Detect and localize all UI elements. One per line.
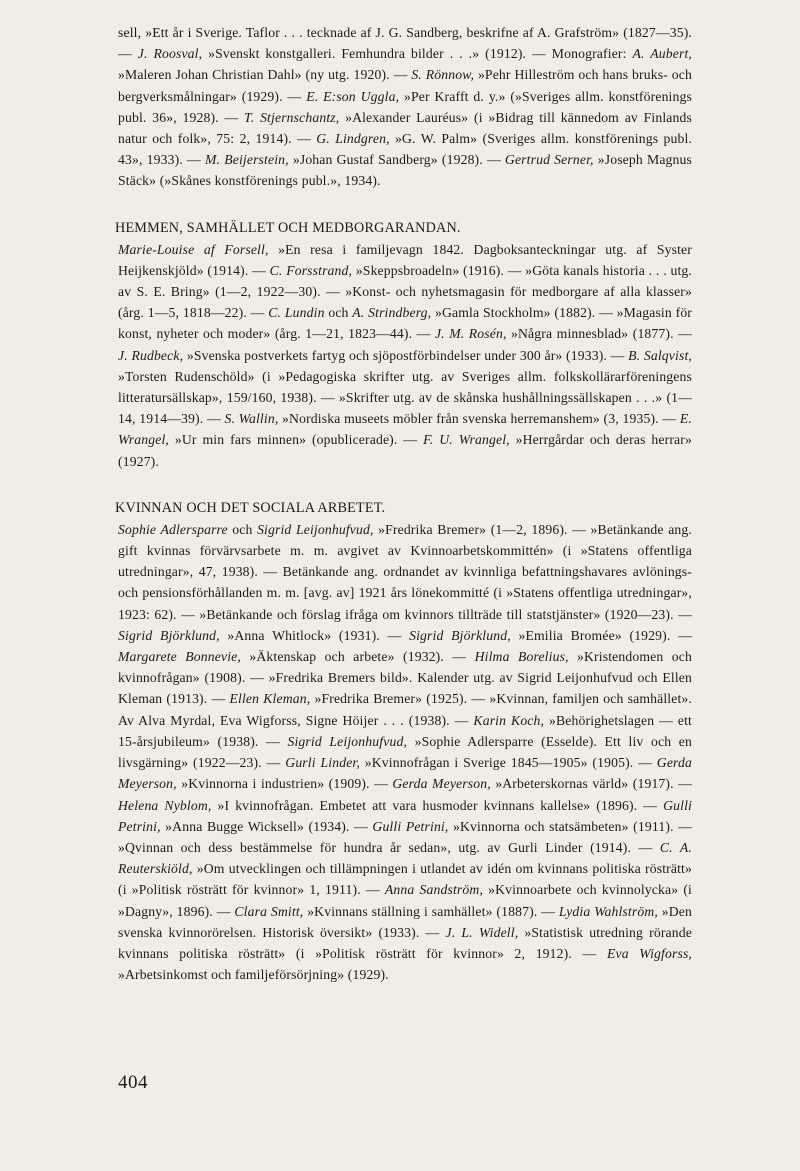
reference-text: »Joseph Magnus Stäck» (»Skånes konstförenings publ.», 1934). — [118, 152, 692, 189]
reference-text: »En resa i familjevagn 1842. Dagboksanteckningar utg. af Syster Heijkenskjöld» (1914). — — [118, 241, 692, 278]
author-name: Helena Nyblom, — [118, 797, 218, 813]
author-name: S. Rönnow, — [411, 67, 478, 83]
reference-text: »Nordiska museets möbler från svenska herremanshem» (3, 1935). — — [282, 411, 680, 427]
author-name: E. E:son Uggla, — [306, 88, 404, 104]
reference-text: »Kvinnorna i industrien» (1909). — — [181, 776, 393, 792]
reference-text: »Äktenskap och arbete» (1932). — — [249, 649, 475, 665]
author-name: Margarete Bonnevie, — [118, 649, 250, 665]
text-column — [115, 22, 693, 985]
bibliography-paragraph — [118, 519, 692, 985]
reference-text: »Torsten Rudenschöld» (i »Pedagogiska skrifter utg. av Sveriges allm. folkskollärarföreningens litteratursällskap», 159/160, 1938). — »Skrifter utg. av de skånska hushållningssällskapen . . .» (1—14, 1914—39). — — [118, 368, 692, 427]
author-name: C. Forsstrand, — [269, 262, 356, 278]
reference-text: »Kvinnorna och statsämbeten» (1911). — »Qvinnan och dess bestämmelse för hundra år sedan», utg. av Gurli Linder (1914). — — [118, 818, 692, 855]
reference-text: »Arbetsinkomst och familjeförsörjning» (1929). — [118, 967, 389, 983]
reference-text: »Svenska postverkets fartyg och sjöpostförbindelser under 300 år» (1933). — — [186, 347, 629, 363]
reference-text: »Arbeterskornas värld» (1917). — — [495, 776, 693, 792]
author-name: Sigrid Leijonhufvud, — [287, 733, 415, 749]
author-name: M. Beijerstein, — [204, 152, 293, 168]
author-name: A. Aubert, — [632, 46, 692, 62]
author-name: Clara Smitt, — [234, 903, 308, 919]
reference-text: »Några minnesblad» (1877). — — [511, 326, 692, 342]
author-name: J. M. Rosén, — [434, 326, 512, 342]
reference-text: och — [232, 521, 258, 537]
reference-text: »Kvinnans ställning i samhället» (1887). — — [307, 903, 559, 919]
reference-text: »Statistisk utredning rörande kvinnans politiska rösträtt» (i »Politisk rösträtt för kvinnor» 2, 1912). — — [118, 924, 692, 961]
author-name: T. Stjernschantz, — [244, 109, 346, 125]
reference-text: »Anna Whitlock» (1931). — — [227, 627, 410, 643]
reference-text: »Fredrika Bremer» (1—2, 1896). — »Betänkande ang. gift kvinnas förvärvsarbete m. m. avgivet av Kvinnoarbetskommittén» (i »Statens offentliga utredningar», 47, 1938). — Betänkande ang. ordnandet av kvinnliga befattningshavares avlönings- och pensionsförhållanden m. m. [avg. av] 1921 års lönekommitté (i »Statens offentliga utredningar», 1923: 62). — »Betänkande och förslag ifråga om kvinnors tillträde till statstjänster» (1920—23). — — [118, 521, 692, 622]
author-name: E. Wrangel, — [118, 411, 692, 448]
author-name: Gurli Linder, — [285, 755, 365, 771]
author-name: Hilma Borelius, — [474, 649, 578, 665]
reference-text: »Sophie Adlersparre (Esselde). Ett liv och en livsgärning» (1922—23). — — [118, 733, 692, 771]
reference-text: »Kvinnoarbete och kvinnolycka» (i »Dagny», 1896). — — [118, 882, 693, 919]
reference-text: »Behörighetslagen — ett 15-årsjubileum» (1938). — — [118, 712, 692, 749]
author-name: G. Lindgren, — [316, 131, 396, 147]
reference-text: »Pehr Hilleström och hans bruks- och bergverksmålningar» (1929). — — [118, 67, 692, 104]
author-name: J. L. Widell, — [445, 924, 525, 940]
author-name: Sigrid Björklund, — [118, 627, 228, 643]
reference-text: »Skeppsbroadeln» (1916). — »Göta kanals historia . . . utg. av S. E. Bring» (1—2, 1922—30). — »Konst- och nyhetsmagasin för medborgare af alla klasser» (årg. 1—5, 1818—22). — — [118, 262, 692, 321]
author-name: Ellen Kleman, — [229, 691, 315, 707]
section-heading: HEMMEN, SAMHÄLLET OCH MEDBORGARANDAN. — [115, 219, 461, 236]
reference-text: »Gamla Stockholm» (1882). — »Magasin för konst, nyheter och moder» (årg. 1—21, 1823—44). — — [118, 305, 693, 342]
reference-text: »Emilia Bromée» (1929). — — [518, 627, 692, 643]
author-name: J. Roosval, — [137, 46, 209, 62]
reference-text: och — [328, 305, 353, 321]
author-name: C. Lundin — [268, 305, 329, 321]
author-name: Gulli Petrini, — [372, 818, 453, 834]
author-name: Sophie Adlersparre — [118, 521, 233, 537]
author-name: Gulli Petrini, — [118, 797, 692, 834]
reference-text: »Svenskt konstgalleri. Femhundra bilder . . .» (1912). — Monografier: — [208, 46, 633, 62]
author-name: Anna Sandström, — [384, 882, 489, 898]
author-name: Gerda Meyerson, — [118, 755, 693, 792]
author-name: C. A. Reuterskiöld, — [118, 839, 692, 877]
author-name: Karin Koch, — [473, 712, 550, 728]
reference-text: »Ett år i Sverige. Taflor . . . tecknade af J. G. Sandberg, beskrifne af A. Grafström» (1827—35). — — [118, 25, 692, 62]
reference-text: »Per Krafft d. y.» (»Sveriges allm. konstförenings publ. 36», 1928). — — [118, 88, 692, 125]
reference-text: »Om utvecklingen och tillämpningen i utlandet av idén om kvinnans politiska rösträtt» (i »Politisk rösträtt för kvinnor» 1, 1911). — — [118, 861, 693, 898]
reference-text: »Den svenska kvinnorörelsen. Historisk översikt» (1933). — — [118, 903, 693, 940]
reference-text: »Maleren Johan Christian Dahl» (ny utg. 1920). — — [118, 67, 412, 83]
author-name: Marie-Louise af Forsell, — [118, 241, 279, 257]
author-name: B. Salqvist, — [628, 347, 692, 363]
section-heading: KVINNAN OCH DET SOCIALA ARBETET. — [115, 499, 386, 516]
reference-text: »Ur min fars minnen» (opublicerade). — — [174, 432, 424, 448]
reference-text: »Kristendomen och kvinnofrågan» (1908). — »Fredrika Bremers bild». Kalender utg. av Sigrid Leijonhufvud och Ellen Kleman (1913). — — [118, 649, 692, 707]
author-name: S. Wallin, — [224, 411, 283, 427]
author-name: Eva Wigforss, — [606, 945, 692, 961]
reference-text: »Johan Gustaf Sandberg» (1928). — — [292, 152, 505, 168]
reference-text: »Kvinnofrågan i Sverige 1845—1905» (1905). — — [364, 755, 657, 771]
reference-text: »Alexander Lauréus» (i »Bidrag till kännedom av Finlands natur och folk», 75: 2, 1914). — — [118, 109, 692, 147]
author-name: Lydia Wahlström, — [558, 903, 662, 919]
reference-text: »G. W. Palm» (Sveriges allm. konstförenings publ. 43», 1933). — — [118, 131, 693, 168]
bibliography-paragraph — [118, 239, 692, 472]
author-name: F. U. Wrangel, — [423, 432, 516, 448]
author-name: Gerda Meyerson, — [392, 776, 496, 792]
page-number: 404 — [118, 1072, 148, 1093]
author-name: J. Rudbeck, — [118, 347, 187, 363]
author-name: A. Strindberg, — [352, 305, 435, 321]
author-name: Sigrid Leijonhufvud, — [257, 521, 379, 537]
reference-text: »Herrgårdar och deras herrar» (1927). — [118, 432, 692, 469]
reference-text: »I kvinnofrågan. Embetet att vara husmoder kvinnans kallelse» (1896). — — [217, 797, 664, 813]
reference-text: »Anna Bugge Wicksell» (1934). — — [165, 818, 373, 834]
reference-text: sell, — [118, 25, 146, 40]
reference-text: »Fredrika Bremer» (1925). — »Kvinnan, familjen och samhället». Av Alva Myrdal, Eva Wigforss, Signe Höijer . . . (1938). — — [118, 691, 692, 728]
author-name: Sigrid Björklund, — [409, 627, 519, 643]
author-name: Gertrud Serner, — [504, 152, 598, 168]
bibliography-paragraph — [118, 22, 692, 192]
